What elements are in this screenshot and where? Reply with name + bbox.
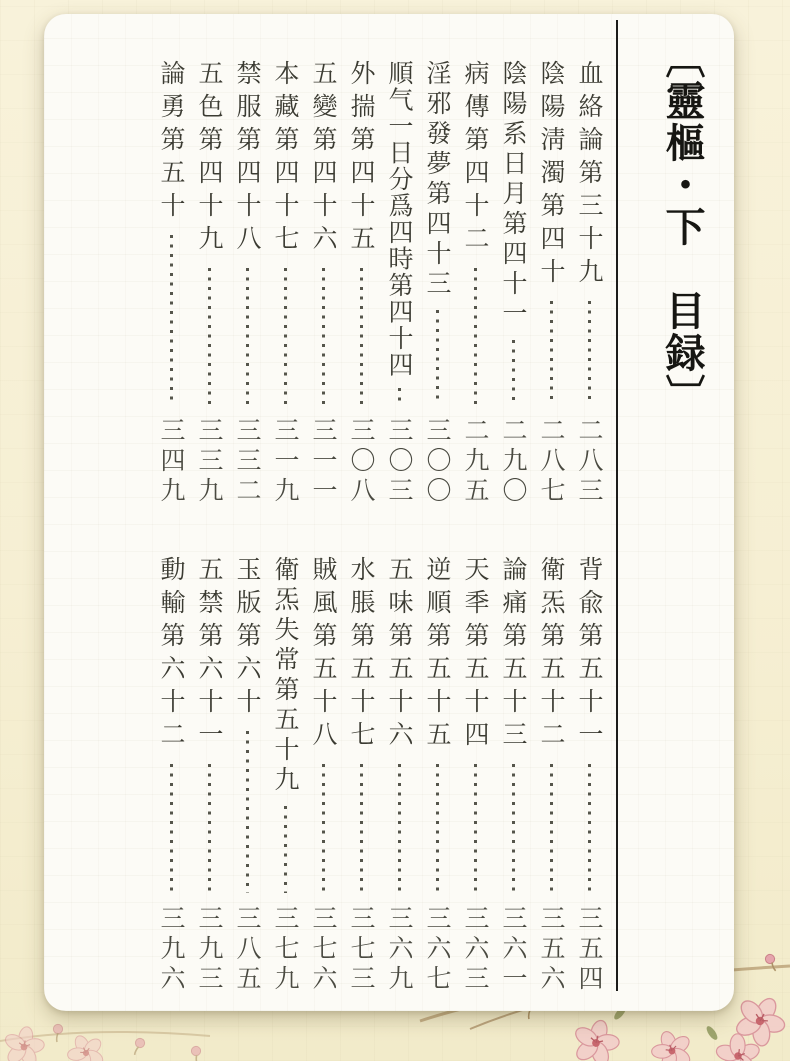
dot-leader [284, 268, 287, 405]
chapter-title: 五味第五十六 [385, 556, 414, 754]
dot-leader [588, 301, 591, 405]
dot-leader [474, 268, 477, 405]
page-number: 三三二 [233, 417, 262, 507]
page-number: 三六一 [499, 905, 528, 995]
dot-leader [322, 764, 325, 893]
toc-entry [387, 556, 412, 995]
dot-leader [588, 764, 591, 893]
dot-leader [170, 764, 173, 893]
toc-entry [425, 60, 450, 507]
chapter-title: 外揣第四十五 [347, 60, 376, 258]
chapter-title: 論勇第五十 [157, 60, 186, 225]
chapter-title: 天秊第五十四 [461, 556, 490, 754]
chapter-title: 背兪第五十一 [575, 556, 604, 754]
dot-leader [284, 806, 287, 893]
toc-entry [539, 60, 564, 507]
dot-leader [170, 235, 173, 405]
toc-entry [349, 60, 374, 507]
chapter-title: 本藏第四十七 [271, 60, 300, 258]
page-number: 三〇〇 [423, 417, 452, 507]
toc-entry [197, 556, 222, 995]
toc-entry [501, 60, 526, 507]
page-number: 三八五 [233, 905, 262, 995]
chapter-title: 陰陽系日月第四十一 [499, 60, 528, 330]
chapter-title: 病傳第四十二 [461, 60, 490, 258]
toc-entry [197, 60, 222, 507]
book-page [44, 14, 734, 1011]
page-number: 三〇三 [385, 417, 414, 507]
page-number: 二九〇 [499, 417, 528, 507]
toc-entry [311, 60, 336, 507]
toc-entry [159, 556, 184, 995]
chapter-title: 五禁第六十一 [195, 556, 224, 754]
dot-leader [436, 764, 439, 893]
chapter-title: 衛炁失常第五十九 [271, 556, 300, 796]
dot-leader [474, 764, 477, 893]
toc-entry [273, 556, 298, 995]
dot-leader [436, 310, 439, 405]
dot-leader [360, 268, 363, 405]
toc-entry [501, 556, 526, 995]
dot-leader [208, 268, 211, 405]
toc-entry [577, 556, 602, 995]
page-number: 三四九 [157, 417, 186, 507]
dot-leader [550, 301, 553, 405]
page-number: 三六七 [423, 905, 452, 995]
toc-entry [235, 60, 260, 507]
chapter-title: 逆順第五十五 [423, 556, 452, 754]
page-number: 二八七 [537, 417, 566, 507]
toc-entry [463, 60, 488, 507]
dot-leader [398, 388, 401, 405]
page-number: 三一一 [309, 417, 338, 507]
page-number: 三六三 [461, 905, 490, 995]
page-number: 三九六 [157, 905, 186, 995]
book-title: 〔靈樞・下 目録〕 [659, 38, 706, 416]
chapter-title: 五色第四十九 [195, 60, 224, 258]
dot-leader [512, 764, 515, 893]
chapter-title: 五變第四十六 [309, 60, 338, 258]
chapter-title: 衛炁第五十二 [537, 556, 566, 754]
page-number: 三六九 [385, 905, 414, 995]
toc-entry [311, 556, 336, 995]
dot-leader [398, 764, 401, 893]
page-number: 三五四 [575, 905, 604, 995]
dot-leader [246, 731, 249, 893]
chapter-title: 論痛第五十三 [499, 556, 528, 754]
chapter-title: 賊風第五十八 [309, 556, 338, 754]
dot-leader [360, 764, 363, 893]
page-number: 三〇八 [347, 417, 376, 507]
chapter-title: 淫邪發夢第四十三 [423, 60, 452, 300]
toc-entry [425, 556, 450, 995]
page-number: 三七六 [309, 905, 338, 995]
page-number: 三三九 [195, 417, 224, 507]
chapter-title: 禁服第四十八 [233, 60, 262, 258]
toc-entry [539, 556, 564, 995]
chapter-title: 水脹第五十七 [347, 556, 376, 754]
toc-section-lower [146, 556, 602, 995]
page-number: 二八三 [575, 417, 604, 507]
dot-leader [208, 764, 211, 893]
page-number: 三五六 [537, 905, 566, 995]
page-number: 二九五 [461, 417, 490, 507]
page-number: 三一九 [271, 417, 300, 507]
page-number: 三九三 [195, 905, 224, 995]
dot-leader [550, 764, 553, 893]
toc-entry [349, 556, 374, 995]
chapter-title: 血絡論第三十九 [575, 60, 604, 291]
chapter-title: 玉版第六十 [233, 556, 262, 721]
toc-entry [273, 60, 298, 507]
chapter-title: 陰陽淸濁第四十 [537, 60, 566, 291]
toc-section-upper [146, 60, 602, 507]
chapter-title: 順气一日分爲四時第四十四 [385, 60, 414, 378]
toc-entry [235, 556, 260, 995]
dot-leader [512, 340, 515, 405]
page-number: 三七三 [347, 905, 376, 995]
toc-entry [463, 556, 488, 995]
title-divider-line [616, 20, 618, 991]
toc-entry [577, 60, 602, 507]
toc-entry [387, 60, 412, 507]
dot-leader [322, 268, 325, 405]
page-number: 三七九 [271, 905, 300, 995]
chapter-title: 動輸第六十二 [157, 556, 186, 754]
dot-leader [246, 268, 249, 405]
toc-entry [159, 60, 184, 507]
